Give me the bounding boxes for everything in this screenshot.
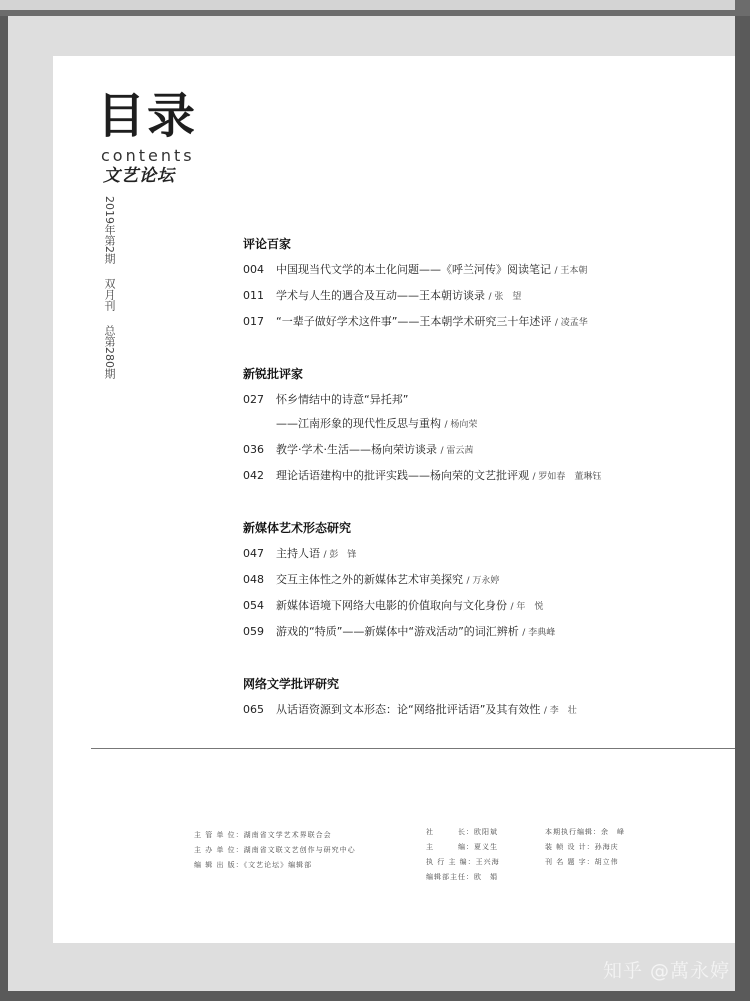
- toc-entry[interactable]: [243, 624, 555, 640]
- toc-section: [243, 366, 601, 484]
- article-title: “一辈子做好学术这件事”——王本朝学术研究三十年述评: [276, 315, 552, 328]
- toc-entry[interactable]: [243, 262, 588, 278]
- page-number: 036: [243, 443, 264, 456]
- article-title: 理论话语建构中的批评实践——杨向荣的文艺批评观: [276, 469, 529, 482]
- page-number: 059: [243, 625, 264, 638]
- toc-entry[interactable]: [243, 288, 588, 304]
- publisher-line: 主 管 单 位：湖南省文学艺术界联合会: [194, 831, 332, 839]
- section-title: 新锐批评家: [243, 367, 304, 381]
- divider: [91, 748, 735, 749]
- article-author: / 凌孟华: [554, 318, 588, 328]
- issue-total: 总第280期: [103, 325, 116, 379]
- article-author: / 彭 锋: [323, 550, 357, 560]
- page-number: 017: [243, 315, 264, 328]
- article-author: / 张 望: [488, 292, 522, 302]
- toc-entry[interactable]: [243, 598, 555, 614]
- toc-entry[interactable]: [243, 442, 601, 458]
- issue-frequency: 双月刊: [103, 278, 116, 311]
- page-number: 054: [243, 599, 264, 612]
- issue-info: [103, 196, 115, 379]
- article-author: / 罗如春 董琳钰: [532, 472, 602, 482]
- production-line: 本期执行编辑：余 峰: [545, 828, 625, 836]
- article-subtitle: ——江南形象的现代性反思与重构: [276, 417, 441, 430]
- section-title: 评论百家: [243, 237, 292, 251]
- editor-line: 主 编：夏义生: [426, 843, 498, 851]
- contents-title: 目录: [97, 88, 198, 144]
- article-author: / 万永婷: [466, 576, 500, 586]
- document-page: [53, 56, 735, 943]
- article-author: / 李典峰: [522, 628, 556, 638]
- page-number: 065: [243, 703, 264, 716]
- article-author: / 李 壮: [543, 706, 577, 716]
- article-title: 教学·学术·生活——杨向荣访谈录: [276, 443, 437, 456]
- section-title: 网络文学批评研究: [243, 677, 340, 691]
- editor-line: 编辑部主任：欧 娟: [426, 873, 498, 881]
- page-number: 011: [243, 289, 264, 302]
- article-title: 主持人语: [276, 547, 320, 560]
- page-number: 048: [243, 573, 264, 586]
- toc-entry[interactable]: [243, 572, 555, 588]
- publisher-line: 主 办 单 位：湖南省文联文艺创作与研究中心: [194, 846, 356, 854]
- toc-section: [243, 676, 577, 718]
- toc-entry-continued[interactable]: [243, 416, 601, 432]
- article-title: 怀乡情结中的诗意“异托邦”: [276, 393, 409, 406]
- editor-line: 执 行 主 编：王兴海: [426, 858, 500, 866]
- article-title: 学术与人生的遇合及互动——王本朝访谈录: [276, 289, 485, 302]
- production-line: 刊 名 题 字：胡立伟: [545, 858, 619, 866]
- toc-entry[interactable]: [243, 468, 601, 484]
- article-title: 游戏的“特质”——新媒体中“游戏活动”的词汇辨析: [276, 625, 519, 638]
- editor-info: [426, 825, 500, 885]
- article-title: 中国现当代文学的本土化问题——《呼兰河传》阅读笔记: [276, 263, 551, 276]
- article-title: 新媒体语境下网络大电影的价值取向与文化身份: [276, 599, 507, 612]
- editor-line: 社 长：欧阳斌: [426, 828, 498, 836]
- issue-number: 2019年第2期: [103, 196, 116, 264]
- article-author: / 雷云茜: [440, 446, 474, 456]
- toc-section: [243, 520, 555, 640]
- article-author: / 杨向荣: [444, 420, 478, 430]
- publisher-info: [194, 828, 356, 873]
- page-number: 042: [243, 469, 264, 482]
- production-line: 装 帧 设 计：孙海庆: [545, 843, 619, 851]
- toc-entry[interactable]: [243, 314, 588, 330]
- contents-subtitle: contents: [101, 146, 195, 165]
- article-author: / 王本朝: [554, 266, 588, 276]
- section-title: 新媒体艺术形态研究: [243, 521, 352, 535]
- toc-entry[interactable]: [243, 546, 555, 562]
- magazine-logo: 文艺论坛: [103, 166, 175, 186]
- previous-page-edge: [0, 0, 735, 10]
- production-info: [545, 825, 625, 870]
- page-number: 047: [243, 547, 264, 560]
- toc-entry[interactable]: [243, 702, 577, 718]
- toc-entry[interactable]: [243, 392, 601, 408]
- page-number: 027: [243, 393, 264, 406]
- publisher-line: 编 辑 出 版：《文艺论坛》编辑部: [194, 861, 313, 869]
- zhihu-watermark: 知乎 @萬永婷: [602, 960, 730, 982]
- article-author: / 年 悦: [510, 602, 544, 612]
- article-title: 交互主体性之外的新媒体艺术审美探究: [276, 573, 463, 586]
- toc-section: [243, 236, 588, 330]
- page-number: 004: [243, 263, 264, 276]
- article-title: 从话语资源到文本形态：论“网络批评话语”及其有效性: [276, 703, 541, 716]
